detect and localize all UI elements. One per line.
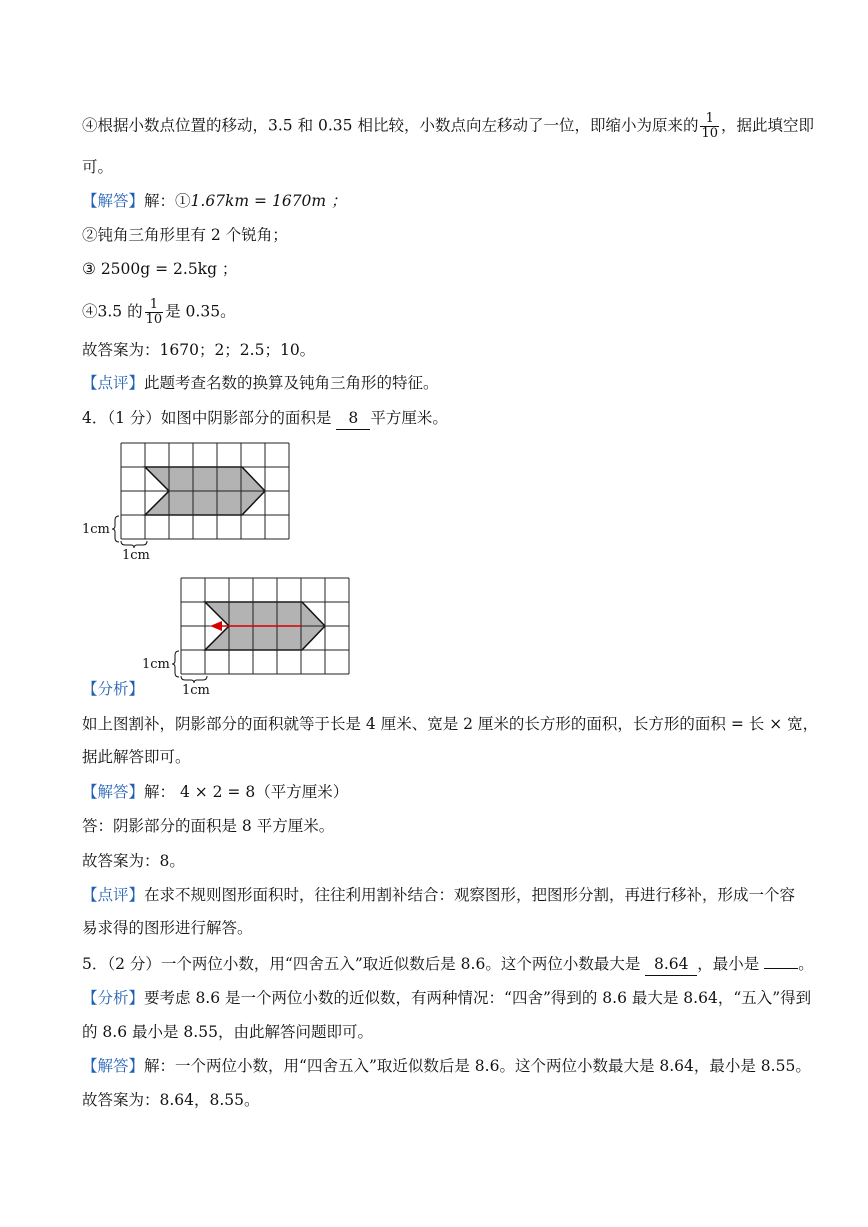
fraction: $\frac{1}{10}$ bbox=[701, 111, 718, 141]
q4-answer-2: 答：阴影部分的面积是 8 平方厘米。 bbox=[82, 817, 335, 835]
text: ，据此填空即 bbox=[721, 116, 815, 135]
q4-review-1: 【点评】在求不规则图形面积时，往往利用割补结合：观察图形，把图形分割，再进行移补，形成一个容 bbox=[82, 886, 796, 904]
side-brace bbox=[112, 516, 119, 542]
q4-stem: 4．（1 分）如图中阴影部分的面积是 8 平方厘米。 bbox=[82, 407, 448, 430]
text: ④根据小数点位置的移动，3.5 和 0.35 相比较，小数点向左移动了一位，即缩小为原来的 bbox=[82, 116, 699, 135]
q3-answer-line4: ④3.5 的 $\frac{1}{10}$ 是 0.35。 bbox=[82, 297, 236, 327]
q5-answer-1: 【解答】解：一个两位小数，用“四舍五入”取近似数后是 8.6。这个两位小数最大是 8.64，最小是 8.55。 bbox=[82, 1057, 811, 1075]
bottom-brace bbox=[181, 676, 207, 683]
q4-analysis-1: 如上图割补，阴影部分的面积就等于长是 4 厘米、宽是 2 厘米的长方形的面积，长方形的面积 = 长 × 宽， bbox=[82, 715, 819, 733]
answer-blank-min bbox=[764, 968, 798, 969]
bottom-label: 1cm bbox=[122, 548, 150, 562]
q4-figure-cut-and-move bbox=[140, 575, 355, 697]
move-arrow-head bbox=[210, 621, 222, 631]
q4-figure-grid bbox=[80, 440, 295, 562]
side-label: 1cm bbox=[82, 522, 110, 537]
q3-answer-line2: ②钝角三角形里有 2 个锐角； bbox=[82, 226, 288, 244]
q4-answer-1: 【解答】解： 4 × 2 = 8（平方厘米） bbox=[82, 783, 349, 801]
q3-analysis-line4 bbox=[82, 112, 814, 141]
q3-answer-line1: 【解答】解：①1.67km = 1670m ； bbox=[82, 192, 347, 210]
q3-final: 故答案为：1670；2；2.5；10。 bbox=[82, 341, 316, 359]
q3-analysis-cont: 可。 bbox=[82, 158, 114, 176]
fraction: $\frac{1}{10}$ bbox=[145, 297, 163, 327]
q4-analysis-tag: 【分析】 bbox=[82, 680, 145, 698]
q4-review-2: 易求得的图形进行解答。 bbox=[82, 919, 253, 937]
bottom-label: 1cm bbox=[182, 683, 210, 697]
side-label: 1cm bbox=[142, 657, 170, 672]
answer-blank-max: 8.64 bbox=[645, 953, 697, 976]
q4-final: 故答案为：8。 bbox=[82, 852, 185, 870]
q5-analysis-2: 的 8.6 最小是 8.55，由此解答问题即可。 bbox=[82, 1023, 373, 1041]
q3-answer-line3: ③ 2500g = 2.5kg ； bbox=[82, 260, 238, 278]
answer-tag: 【解答】 bbox=[82, 192, 145, 210]
q5-final: 故答案为：8.64，8.55。 bbox=[82, 1091, 260, 1109]
side-brace bbox=[172, 651, 179, 677]
review-tag: 【点评】 bbox=[82, 374, 145, 392]
q3-review: 【点评】此题考查名数的换算及钝角三角形的特征。 bbox=[82, 374, 439, 392]
bottom-brace bbox=[121, 541, 147, 548]
answer-blank: 8 bbox=[336, 407, 370, 430]
q4-analysis-2: 据此解答即可。 bbox=[82, 748, 191, 766]
q5-analysis-1: 【分析】要考虑 8.6 是一个两位小数的近似数，有两种情况：“四舍”得到的 8.6 最大是 8.64，“五入”得到 bbox=[82, 989, 812, 1007]
q5-stem: 5．（2 分）一个两位小数，用“四舍五入”取近似数后是 8.6。这个两位小数最大是 8.64 ，最小是 。 bbox=[82, 953, 814, 976]
